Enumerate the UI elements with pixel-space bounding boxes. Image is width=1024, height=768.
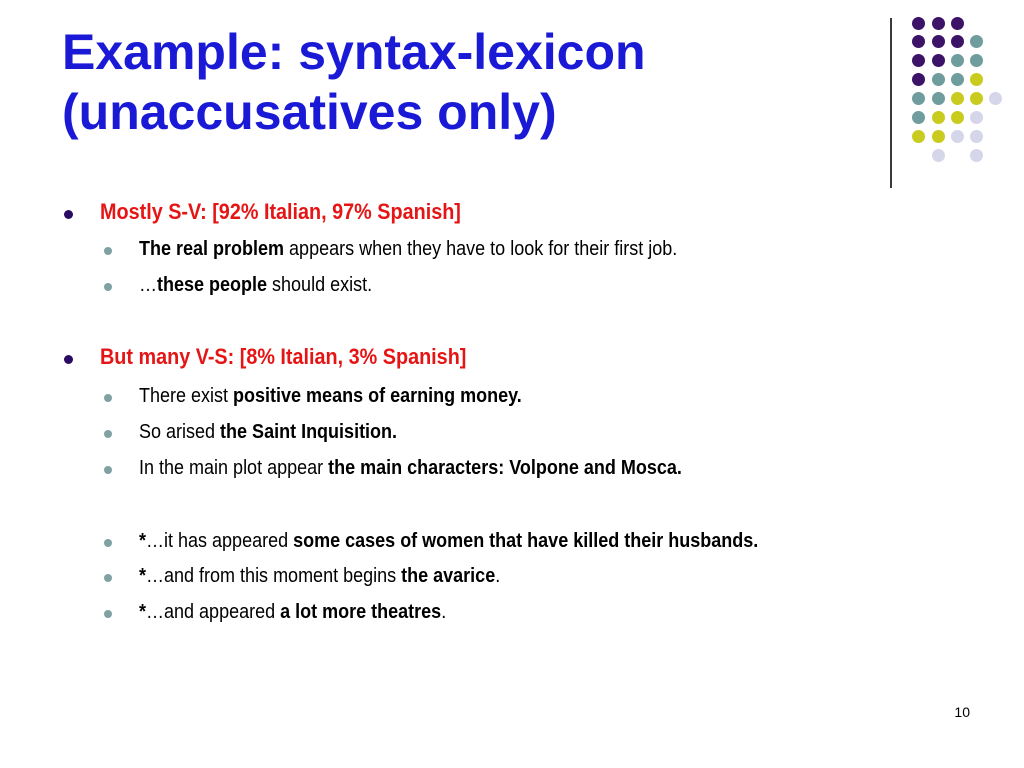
- bullet-marker: [64, 210, 73, 219]
- subbullet-so-arised: [139, 421, 397, 444]
- text: …and appeared: [146, 601, 281, 623]
- bullet-mostly-sv: Mostly S-V: [92% Italian, 97% Spanish]: [100, 199, 461, 224]
- text: …and from this moment begins: [146, 565, 402, 587]
- bullet-marker: [104, 283, 112, 291]
- title-line-2: (unaccusatives only): [62, 84, 557, 140]
- subbullet-theatres: [139, 601, 446, 624]
- bullet-marker: [104, 394, 112, 402]
- title-line-1: Example: syntax-lexicon: [62, 24, 646, 80]
- bullet-marker: [64, 355, 73, 364]
- bold-text: some cases of women that have killed their husbands.: [293, 530, 759, 552]
- bold-text: the main characters: Volpone and Mosca.: [328, 457, 682, 479]
- text: There exist: [139, 385, 234, 407]
- bold-text: positive means of earning money.: [233, 385, 522, 407]
- text: .: [441, 601, 447, 623]
- bold-text: the Saint Inquisition.: [220, 421, 398, 443]
- subbullet-avarice: [139, 565, 500, 588]
- subbullet-real-problem: [139, 238, 677, 261]
- subbullet-it-has-appeared: [139, 530, 758, 553]
- asterisk: *: [139, 565, 147, 587]
- page-number: 10: [954, 704, 970, 720]
- bullet-marker: [104, 539, 112, 547]
- asterisk: *: [139, 601, 147, 623]
- bold-text: these people: [157, 274, 268, 296]
- subbullet-main-plot: [139, 457, 682, 480]
- text: appears when they have to look for their first job.: [284, 238, 678, 260]
- bullet-many-vs: But many V-S: [8% Italian, 3% Spanish]: [100, 344, 467, 369]
- text: So arised: [139, 421, 221, 443]
- bold-text: the avarice: [401, 565, 496, 587]
- text: .: [495, 565, 501, 587]
- subbullet-there-exist: [139, 385, 522, 408]
- text: should exist.: [267, 274, 373, 296]
- text: In the main plot appear: [139, 457, 329, 479]
- text: …it has appeared: [146, 530, 294, 552]
- bold-text: a lot more theatres: [280, 601, 442, 623]
- subbullet-these-people: [139, 274, 372, 297]
- bullet-marker: [104, 247, 112, 255]
- bullet-marker: [104, 466, 112, 474]
- bullet-marker: [104, 574, 112, 582]
- ellipsis: …: [139, 274, 157, 296]
- bold-text: The real problem: [139, 238, 285, 260]
- bullet-marker: [104, 610, 112, 618]
- bullet-marker: [104, 430, 112, 438]
- asterisk: *: [139, 530, 147, 552]
